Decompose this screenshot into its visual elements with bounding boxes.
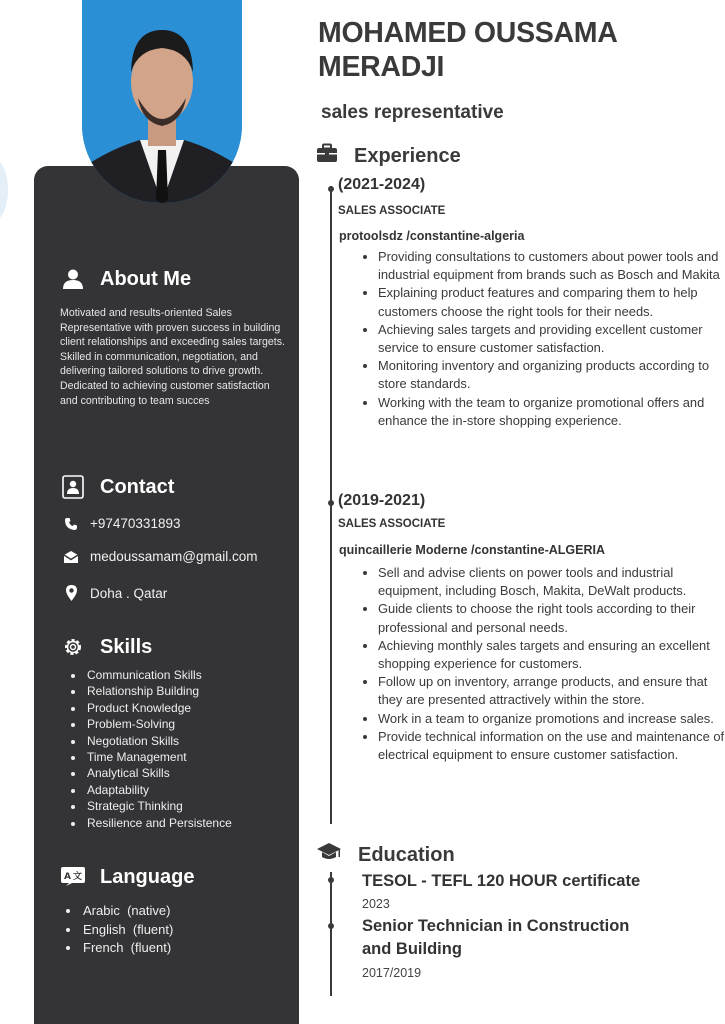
language-list	[63, 902, 173, 958]
phone-icon	[60, 517, 82, 531]
duty-item: • Providing consultations to customers about power tools and industrial equipment from brands such as Bosch and Makita	[378, 248, 725, 284]
about-text: Motivated and results-oriented Sales Representative with proven success in building client relationships and exceeding sales targets. Skilled in communication, negotiation, and delivering tailored solutions to drive growth. Dedicated to achieving customer satisfaction and contributing to team succes	[60, 307, 285, 407]
language-heading-label: Language	[100, 865, 195, 888]
duty-item: • Work in a team to organize promotions and increase sales.	[378, 710, 725, 728]
envelope-icon	[60, 550, 82, 564]
timeline-dot	[328, 500, 334, 506]
duty-item: • Follow up on inventory, arrange products, and ensure that they are presented attractively within the store.	[378, 673, 725, 709]
translate-icon	[60, 864, 86, 890]
language-item: • English (fluent)	[81, 921, 173, 940]
language-heading	[60, 864, 194, 890]
job-title: SALES ASSOCIATE	[338, 518, 446, 530]
skill-item: • Analytical Skills	[85, 765, 232, 781]
job-title: SALES ASSOCIATE	[338, 205, 446, 217]
contact-location	[60, 584, 167, 602]
education-heading	[316, 842, 455, 868]
skill-item: • Adaptability	[85, 782, 232, 798]
email-address[interactable]: medoussamam@gmail.com	[90, 549, 258, 564]
experience-heading	[316, 143, 461, 169]
about-heading	[60, 266, 191, 292]
contact-card-icon	[60, 474, 86, 500]
location-text: Doha . Qatar	[90, 585, 168, 601]
decorative-shape	[0, 160, 8, 220]
gear-icon	[60, 634, 86, 660]
job-years: (2021-2024)	[338, 176, 426, 193]
duty-item: • Guide clients to choose the right tools according to their professional and personal needs.	[378, 600, 725, 636]
skill-item: • Negotiation Skills	[85, 733, 232, 749]
skills-list	[67, 667, 232, 831]
duty-item: • Achieving monthly sales targets and ensuring an excellent shopping experience for customers.	[378, 637, 725, 673]
contact-heading	[60, 474, 174, 500]
education-title: Senior Technician in Construction and Building	[362, 917, 630, 958]
duty-item: • Explaining product features and comparing them to help customers choose the right tools for their needs.	[378, 284, 725, 320]
briefcase-icon	[316, 143, 338, 169]
skill-item: • Time Management	[85, 749, 232, 765]
svg-text:文: 文	[73, 872, 83, 882]
language-item: • French (fluent)	[81, 939, 173, 958]
timeline-dot	[328, 923, 334, 929]
education-year: 2023	[362, 897, 390, 911]
job-role: sales representative	[321, 102, 504, 123]
duty-item: • Achieving sales targets and providing excellent customer service to ensure customer satisfaction.	[378, 321, 725, 357]
contact-phone	[60, 516, 180, 531]
job-duties	[360, 564, 725, 764]
language-item: • Arabic (native)	[81, 902, 173, 921]
education-timeline-line	[330, 872, 332, 996]
graduation-cap-icon	[316, 842, 342, 868]
contact-heading-label: Contact	[100, 475, 175, 498]
education-year: 2017/2019	[362, 966, 422, 980]
duty-item: • Sell and advise clients on power tools and industrial equipment, including Bosch, Makita, DeWalt products.	[378, 564, 725, 600]
svg-text:A: A	[64, 872, 71, 882]
skill-item: • Relationship Building	[85, 683, 232, 699]
duty-item: • Provide technical information on the use and maintenance of electrical equipment to ensure customer satisfaction.	[378, 728, 725, 764]
user-icon	[60, 266, 86, 292]
education-heading-label: Education	[358, 843, 455, 866]
skill-item: • Product Knowledge	[85, 700, 232, 716]
skill-item: • Problem-Solving	[85, 716, 232, 732]
about-heading-label: About Me	[100, 267, 192, 290]
timeline-dot	[328, 186, 334, 192]
duty-item: • Monitoring inventory and organizing products according to store standards.	[378, 357, 725, 393]
skills-heading	[60, 634, 152, 660]
skills-heading-label: Skills	[100, 635, 153, 658]
job-duties	[360, 248, 725, 430]
duty-item: • Working with the team to organize promotional offers and enhance the in-store shopping experience.	[378, 394, 725, 430]
phone-number[interactable]: +97470331893	[90, 516, 181, 531]
contact-email	[60, 549, 258, 564]
skill-item: • Communication Skills	[85, 667, 232, 683]
profile-photo	[82, 0, 242, 203]
person-name: MOHAMED OUSSAMA MERADJI	[318, 17, 618, 83]
company-name: quincaillerie Moderne /constantine-ALGERIA	[339, 543, 606, 557]
job-years: (2019-2021)	[338, 492, 426, 509]
experience-heading-label: Experience	[354, 144, 461, 167]
skill-item: • Strategic Thinking	[85, 798, 232, 814]
skill-item: • Resilience and Persistence	[85, 815, 232, 831]
timeline-dot	[328, 877, 334, 883]
location-pin-icon	[60, 584, 82, 602]
company-name: protoolsdz /constantine-algeria	[339, 229, 525, 243]
education-title: TESOL - TEFL 120 HOUR certificate	[362, 872, 641, 890]
